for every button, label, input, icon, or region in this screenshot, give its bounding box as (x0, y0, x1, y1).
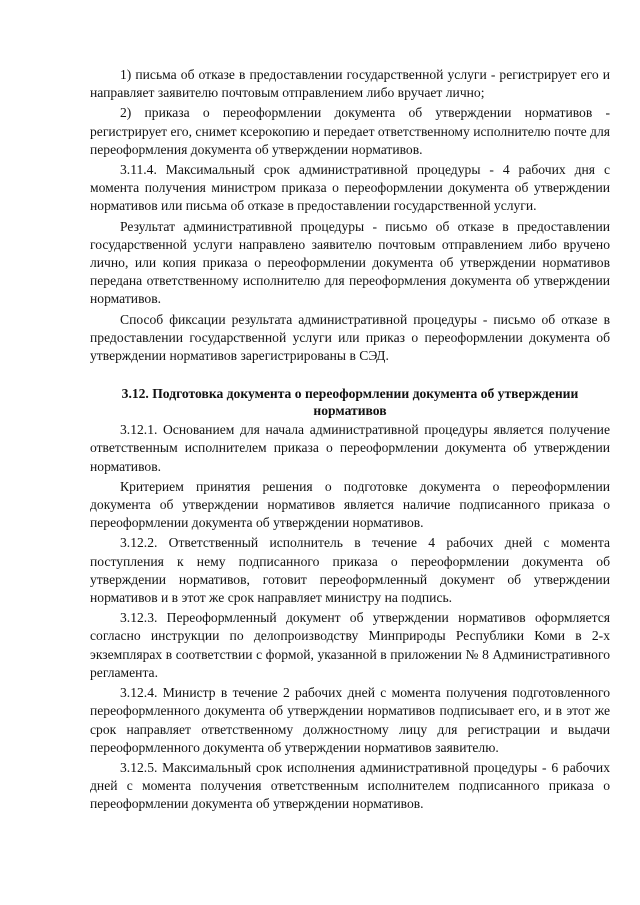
section-heading: 3.12. Подготовка документа о переоформлении документа об утверждении нормативов (121, 386, 579, 419)
paragraph: 3.12.3. Переоформленный документ об утверждении нормативов оформляется согласно инструкции по делопроизводству Минприроды Республики Коми в 2-х экземплярах в соответствии с формой, указанной в приложении № 8 Административного регламента. (90, 610, 610, 680)
paragraph: 2) приказа о переоформлении документа об утверждении нормативов - регистрирует его, снимет ксерокопию и передает ответственному исполнителю почте для переоформления документа об утверждении нормативов. (90, 105, 610, 157)
paragraph: 3.12.5. Максимальный срок исполнения административной процедуры - 6 рабочих дней с момента получения ответственным исполнителем подписанного приказа о переоформлении документа об утверждении нормативов. (90, 759, 610, 812)
paragraph: Способ фиксации результата административной процедуры - письмо об отказе в предоставлении государственной услуги или приказ о переоформлении документа об утверждении нормативов зарегистрированы в СЭД. (90, 311, 610, 364)
paragraph: Критерием принятия решения о подготовке документа о переоформлении документа об утверждении нормативов является наличие подписанного приказа о переоформлении документа об утверждении нормативов. (90, 478, 610, 531)
paragraph: Результат административной процедуры - письмо об отказе в предоставлении государственной услуги направлено заявителю почтовым отправлением либо вручено лично, или копия приказа о переоформлении документа об утверждении нормативов передана ответственному исполнителю для переоформления документа об утверждении нормативов. (90, 218, 610, 307)
paragraph: 3.12.1. Основанием для начала административной процедуры является получение ответственным исполнителем приказа о переоформлении документа об утверждении нормативов. (90, 422, 610, 474)
paragraph: 1) письма об отказе в предоставлении государственной услуги - регистрирует его и направляет заявителю почтовым отправлением либо вручает лично; (90, 67, 610, 101)
document-page (90, 66, 610, 816)
paragraph: 3.11.4. Максимальный срок административной процедуры - 4 рабочих дня с момента получения министром приказа о переоформлении документа об утверждении нормативов или письма об отказе в предоставлении государственной услуги. (90, 162, 610, 214)
paragraph: 3.12.4. Министр в течение 2 рабочих дней с момента получения подготовленного переоформленного документа об утверждении нормативов подписывает его, и в этот же срок направляет ответственному должностному лицу для регистрации и выдачи переоформленного документа об утверждении нормативов заявителю. (90, 685, 610, 755)
paragraph: 3.12.2. Ответственный исполнитель в течение 4 рабочих дней с момента поступления к нему подписанного приказа о переоформлении документа об утверждении нормативов, готовит переоформленный документ об утверждении нормативов и в этот же срок направляет министру на подпись. (90, 535, 610, 606)
